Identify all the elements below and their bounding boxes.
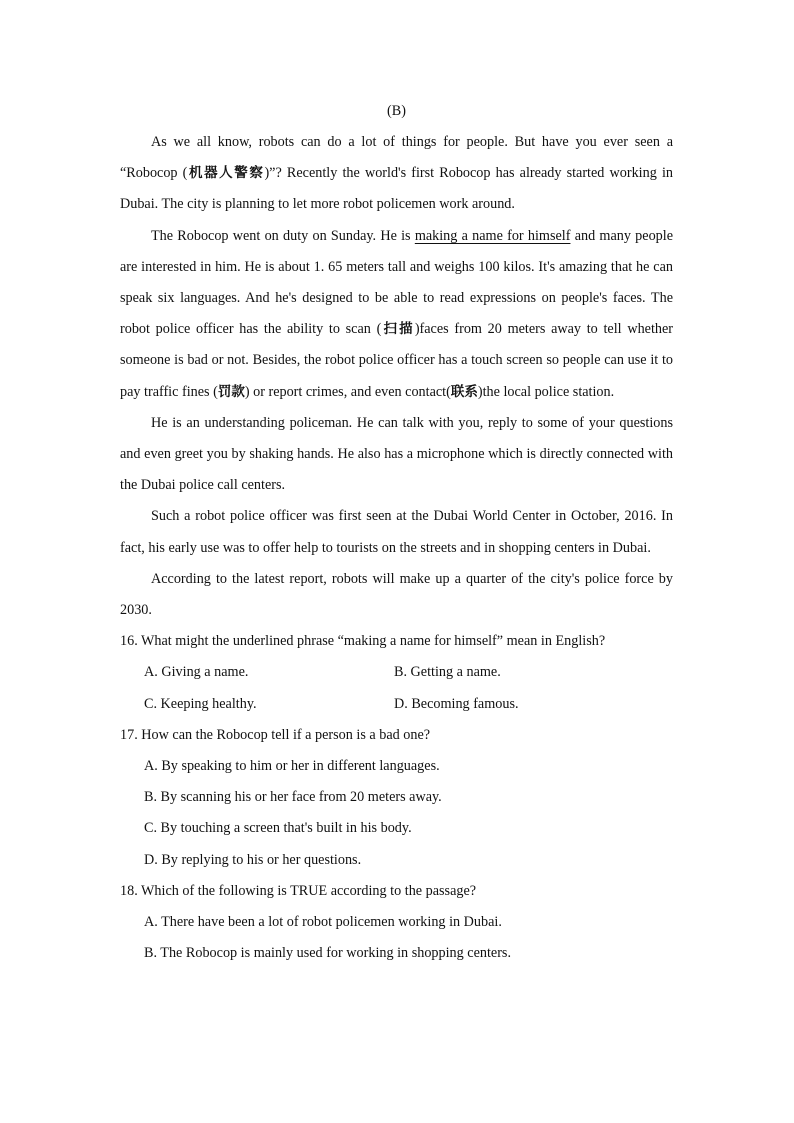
underlined-phrase: making a name for himself <box>414 227 571 244</box>
option-a: A. There have been a lot of robot policemen working in Dubai. <box>144 914 502 931</box>
question-stem: 17. How can the Robocop tell if a person is a bad one? <box>120 726 431 743</box>
text-segment: )faces from 20 meters away to tell whether someone is bad or not. Besides, the robot police officer has a touch screen so people can use it to pay traffic fines ( <box>120 321 674 400</box>
option-a: A. Giving a name. <box>144 664 249 681</box>
exam-page <box>120 96 673 969</box>
passage-paragraph-3: He is an understanding policeman. He can talk with you, reply to some of your questions and even greet you by shaking hands. He also has a microphone which is directly connected with the Dubai police call centers. <box>120 414 673 494</box>
option-b: B. The Robocop is mainly used for working in shopping centers. <box>144 945 511 962</box>
text-segment: ) or report crimes, and even contact( <box>244 383 451 400</box>
passage-paragraph-2 <box>120 221 673 408</box>
chinese-gloss: 联系 <box>450 383 478 400</box>
option-row <box>120 689 673 720</box>
chinese-gloss: 罚款 <box>217 383 245 400</box>
option-b: B. By scanning his or her face from 20 meters away. <box>144 789 442 806</box>
text-segment: )”? Recently the world's first Robocop has already started working in Dubai. The city is planning to let more robot policemen work around. <box>120 165 673 213</box>
question-stem: 16. What might the underlined phrase “making a name for himself” mean in English? <box>120 633 606 650</box>
question-16 <box>120 626 673 720</box>
option-a: A. By speaking to him or her in different languages. <box>144 758 440 775</box>
question-17 <box>120 720 673 876</box>
chinese-gloss: 机器人警察 <box>187 165 265 182</box>
passage-paragraph-1 <box>120 127 673 221</box>
chinese-gloss: 扫描 <box>381 321 415 338</box>
section-title: (B) <box>387 103 406 119</box>
passage-paragraph-4: Such a robot police officer was first seen at the Dubai World Center in October, 2016. In fact, his early use was to offer help to tourists on the streets and in shopping centers in Dubai. <box>120 508 673 556</box>
question-18 <box>120 876 673 970</box>
option-d: D. By replying to his or her questions. <box>144 851 362 868</box>
passage-paragraph-5: According to the latest report, robots will make up a quarter of the city's police force by 2030. <box>120 570 673 619</box>
option-c: C. Keeping healthy. <box>144 695 257 712</box>
text-segment: As we all know, robots can do a lot of things for people. But have you ever seen a “Robocop ( <box>120 134 673 182</box>
option-b: B. Getting a name. <box>394 664 501 681</box>
option-row <box>120 657 673 688</box>
option-d: D. Becoming famous. <box>394 695 519 712</box>
text-segment: The Robocop went on duty on Sunday. He is <box>151 227 415 244</box>
text-segment: and many people are interested in him. He is about 1. 65 meters tall and weighs 100 kilos. It's amazing that he can speak six languages. And he's designed to be able to read expressions on people's faces. The robot police officer has the ability to scan ( <box>120 227 673 338</box>
text-segment: )the local police station. <box>477 383 615 400</box>
question-stem: 18. Which of the following is TRUE according to the passage? <box>120 882 477 899</box>
option-c: C. By touching a screen that's built in his body. <box>144 820 412 837</box>
